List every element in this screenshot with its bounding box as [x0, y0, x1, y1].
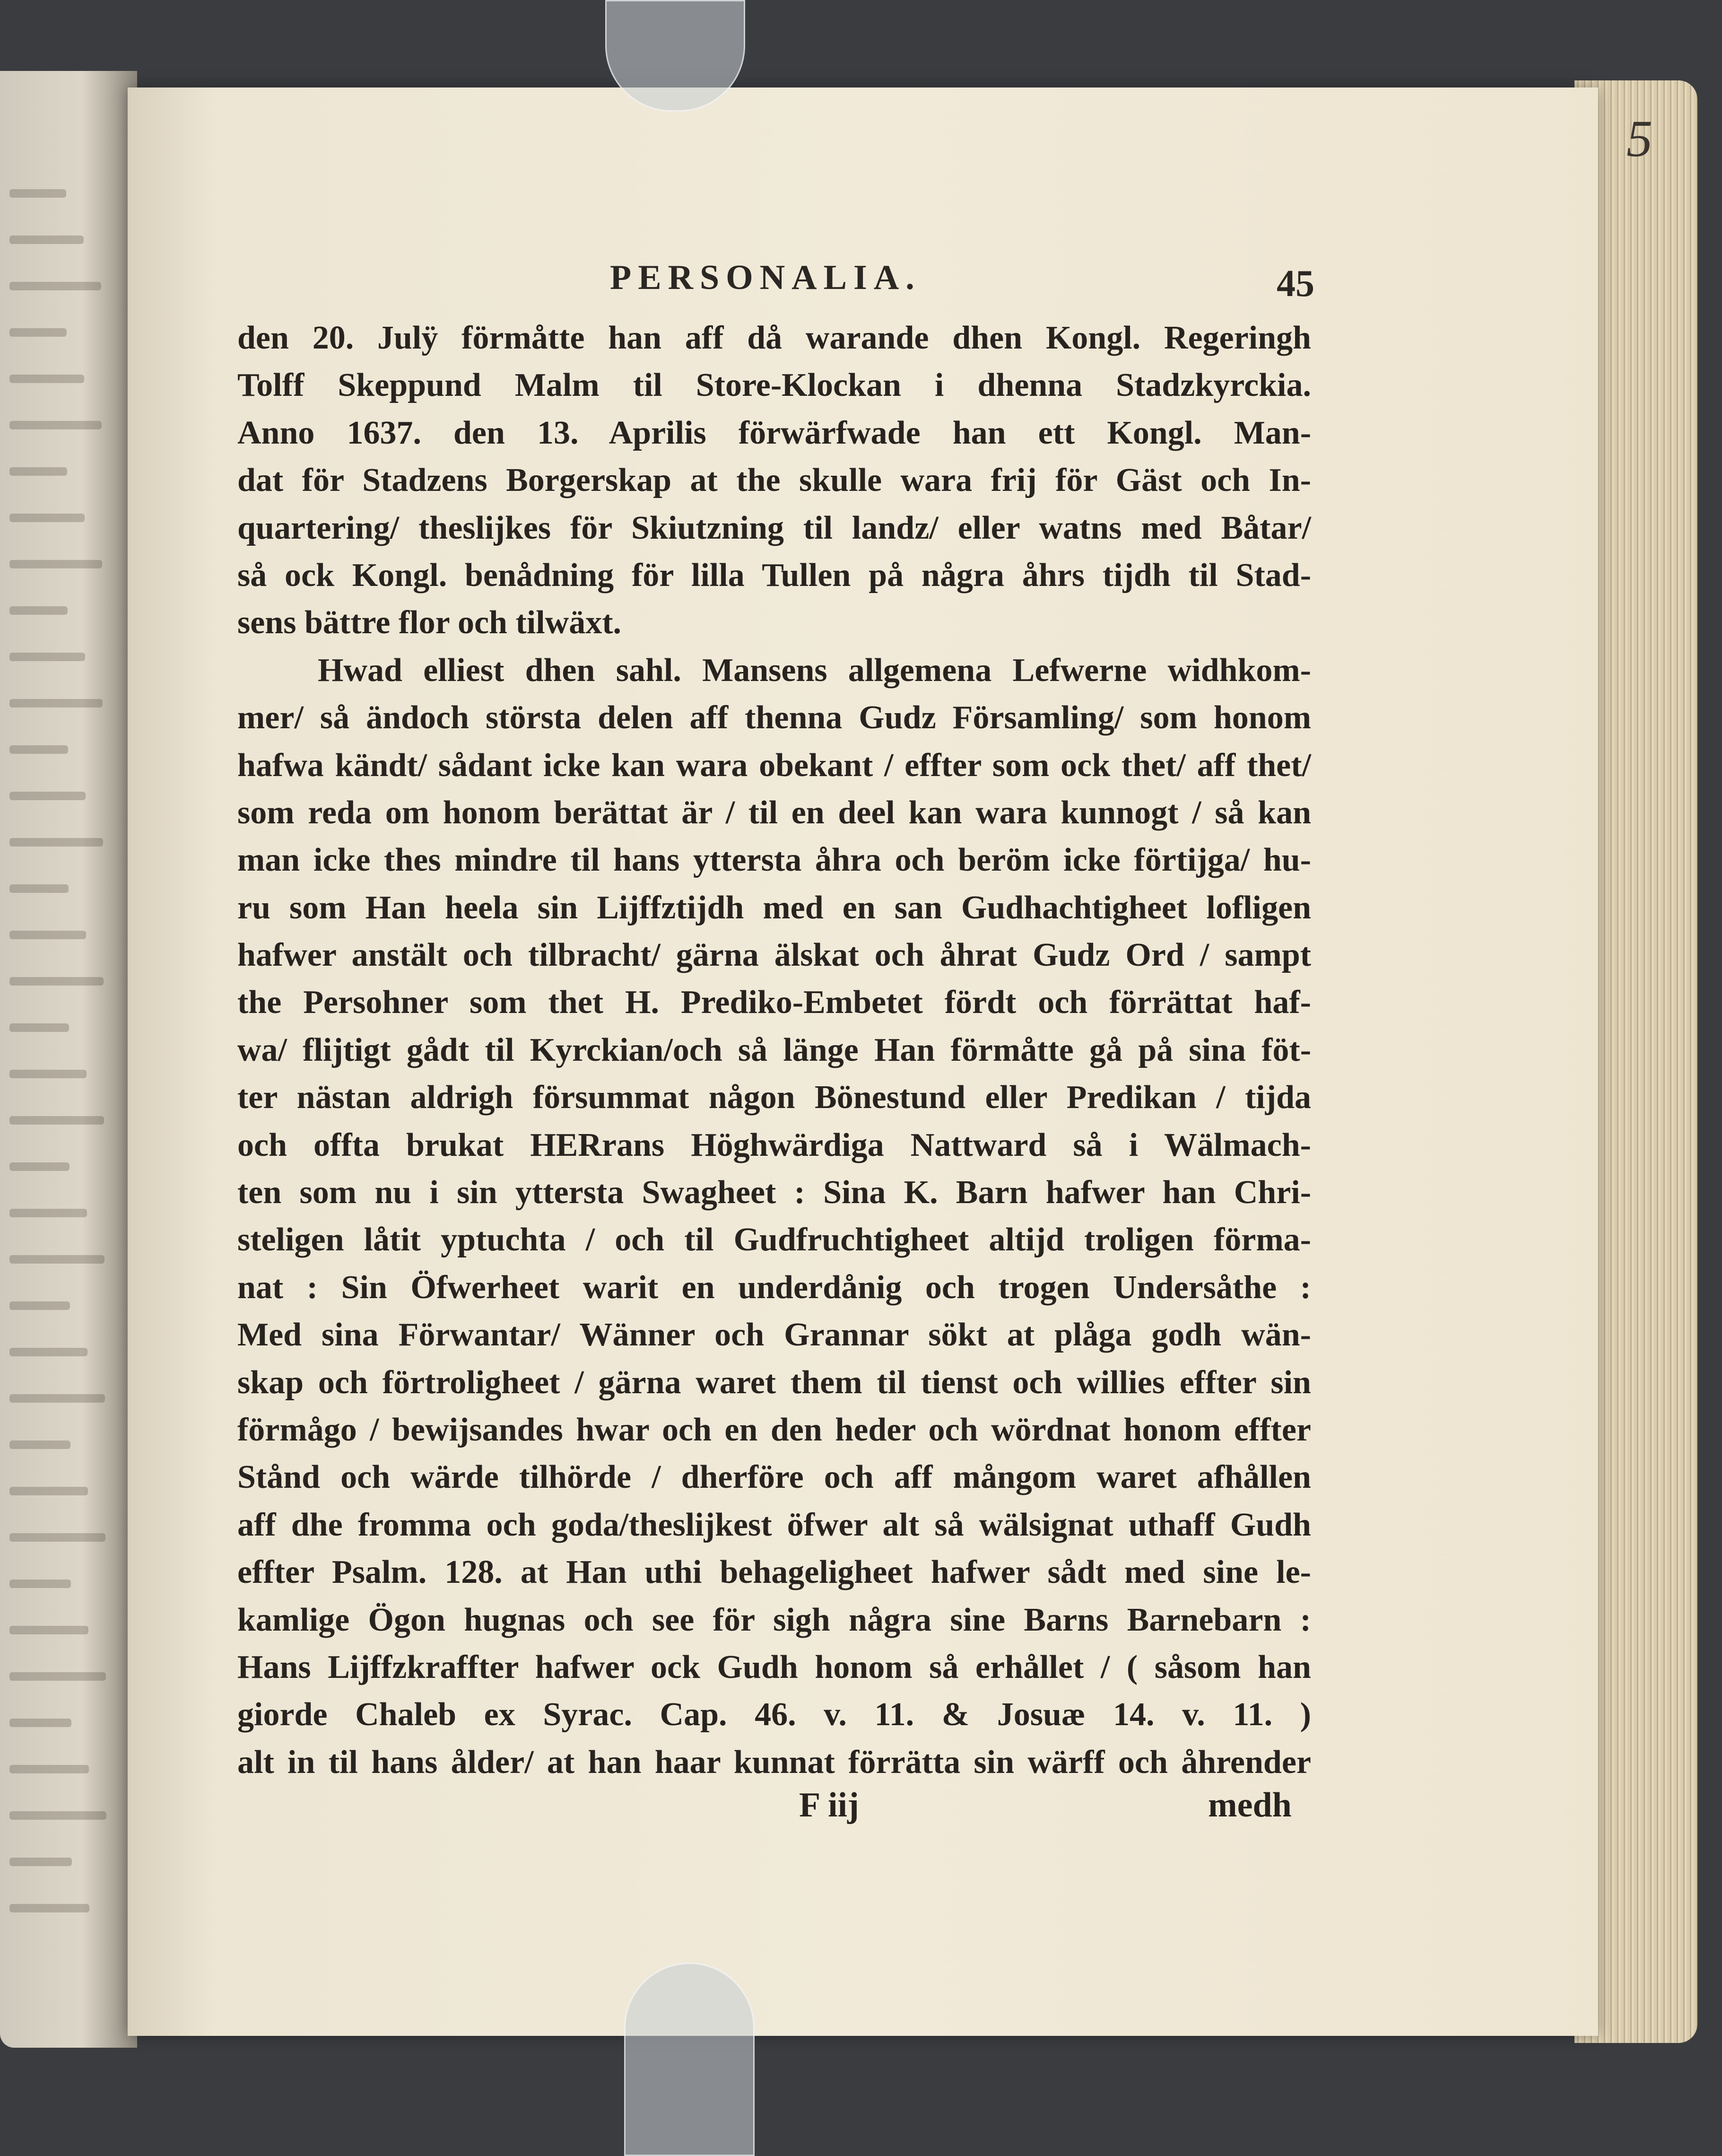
left-page-line-fragment [9, 931, 86, 939]
text-line: ten som nu i sin yttersta Swagheet : Sina K. Barn hafwer han Chri- [237, 1174, 1311, 1211]
left-page-line-fragment [9, 236, 84, 244]
text-line: så ock Kongl. benådning för lilla Tullen på några åhrs tijdh til Stad- [237, 557, 1311, 594]
text-line: som reda om honom berättat är / til en deel kan wara kunnogt / så kan [237, 794, 1311, 831]
left-page-line-fragment [9, 1162, 70, 1171]
text-line: dat för Stadzens Borgerskap at the skulle wara frij för Gäst och In- [237, 462, 1311, 499]
left-page-line-fragment [9, 653, 85, 661]
left-page-line-fragment [9, 1301, 70, 1310]
text-line: effter Psalm. 128. at Han uthi behageligheet hafwer sådt med sine le- [237, 1554, 1311, 1591]
left-page-line-fragment [9, 1116, 104, 1125]
text-line: wa/ flijtigt gådt til Kyrckian/och så länge Han förmåtte gå på sina föt- [237, 1031, 1311, 1068]
left-page-line-fragment [9, 1209, 87, 1217]
plastic-page-clip-bottom [624, 1963, 755, 2156]
text-line: ter nästan aldrigh försummat någon Bönestund eller Predikan / tijda [237, 1079, 1311, 1116]
left-page-line-fragment [9, 514, 85, 522]
left-page-line-fragment [9, 838, 103, 847]
text-line: ru som Han heela sin Lijffztijdh med en san Gudhachtigheet lofligen [237, 889, 1311, 926]
text-line: skap och förtroligheet / gärna waret them til tienst och willies effter sin [237, 1364, 1311, 1401]
left-page-line-fragment [9, 1394, 105, 1403]
left-page-line-fragment [9, 1858, 72, 1866]
page-number: 45 [1277, 263, 1314, 305]
text-line: och offta brukat HERrans Höghwärdiga Nattward så i Wälmach- [237, 1126, 1311, 1163]
left-page-line-fragment [9, 467, 67, 476]
left-page-line-fragment [9, 421, 102, 429]
left-page-line-fragment [9, 375, 84, 383]
left-page-line-fragment [9, 792, 86, 800]
left-page-line-fragment [9, 1348, 87, 1356]
text-line: mer/ så ändoch största delen aff thenna Gudz Församling/ som honom [237, 699, 1311, 736]
left-page-line-fragment [9, 1811, 106, 1820]
text-line: the Persohner som thet H. Prediko-Embetet fördt och förrättat haf- [237, 984, 1311, 1021]
left-page-line-fragment [9, 1255, 104, 1264]
text-line: sens bättre flor och tilwäxt. [237, 604, 622, 641]
text-line: Tolff Skeppund Malm til Store-Klockan i dhenna Stadzkyrckia. [237, 367, 1311, 404]
left-page-line-fragment [9, 1580, 71, 1588]
signature-mark: F iij [799, 1786, 859, 1824]
handwritten-folio-number: 5 [1626, 110, 1652, 167]
text-line: Hwad elliest dhen sahl. Mansens allgemena Lefwerne widhkom- [318, 652, 1311, 689]
left-page-line-fragment [9, 1672, 106, 1681]
left-page-line-fragment [9, 884, 69, 893]
text-line: den 20. Julÿ förmåtte han aff då warande dhen Kongl. Regeringh [237, 320, 1311, 356]
left-page-line-fragment [9, 1904, 89, 1912]
text-line: hafwer anstält och tilbracht/ gärna älskat och åhrat Gudz Ord / sampt [237, 937, 1311, 974]
text-line: aff dhe fromma och goda/theslijkest öfwer alt så wälsignat uthaff Gudh [237, 1506, 1311, 1543]
text-line: nat : Sin Öfwerheet warit en underdånig och trogen Undersåthe : [237, 1269, 1311, 1306]
text-line: quartering/ theslijkes för Skiutzning til landz/ eller watns med Båtar/ [237, 509, 1311, 546]
text-line: kamlige Ögon hugnas och see för sigh några sine Barns Barnebarn : [237, 1601, 1311, 1638]
text-line: Stånd och wärde tilhörde / dherföre och aff mångom waret afhållen [237, 1459, 1311, 1496]
left-page-line-fragment [9, 328, 67, 337]
text-line: giorde Chaleb ex Syrac. Cap. 46. v. 11. & Josuæ 14. v. 11. ) [237, 1696, 1311, 1733]
left-page-line-fragment [9, 1487, 88, 1495]
text-line: man icke thes mindre til hans yttersta åhra och beröm icke förtijga/ hu- [237, 842, 1311, 879]
text-line: Anno 1637. den 13. Aprilis förwärfwade han ett Kongl. Man- [237, 414, 1311, 451]
left-page-line-fragment [9, 606, 68, 615]
text-line: Hans Lijffzkraffter hafwer ock Gudh honom så erhållet / ( såsom han [237, 1649, 1311, 1685]
left-page-line-fragment [9, 1440, 70, 1449]
left-page-line-fragment [9, 1070, 87, 1078]
catchword: medh [1208, 1786, 1292, 1824]
left-page-line-fragment [9, 1765, 89, 1773]
left-page-line-fragment [9, 1626, 88, 1634]
text-line: hafwa kändt/ sådant icke kan wara obekant / effter som ock thet/ aff thet/ [237, 747, 1311, 784]
running-head: PERSONALIA. [610, 258, 921, 297]
left-page-line-fragment [9, 1719, 71, 1727]
facing-left-page [0, 71, 137, 2048]
text-line: Med sina Förwantar/ Wänner och Grannar sökt at plåga godh wän- [237, 1317, 1311, 1353]
text-line: alt in til hans ålder/ at han haar kunnat förrätta sin wärff och åhrender [237, 1744, 1311, 1781]
left-page-text-fragments [9, 189, 118, 1950]
left-page-line-fragment [9, 282, 101, 290]
left-page-line-fragment [9, 189, 66, 198]
left-page-line-fragment [9, 745, 68, 754]
text-line: steligen låtit yptuchta / och til Gudfruchtigheet altijd troligen förma- [237, 1222, 1311, 1258]
text-block [237, 314, 1311, 1786]
left-page-line-fragment [9, 977, 104, 986]
left-page-line-fragment [9, 1023, 69, 1032]
left-page-line-fragment [9, 560, 102, 568]
text-line: förmågo / bewijsandes hwar och en den heder och wördnat honom effter [237, 1411, 1311, 1448]
left-page-line-fragment [9, 699, 103, 707]
left-page-line-fragment [9, 1533, 105, 1542]
